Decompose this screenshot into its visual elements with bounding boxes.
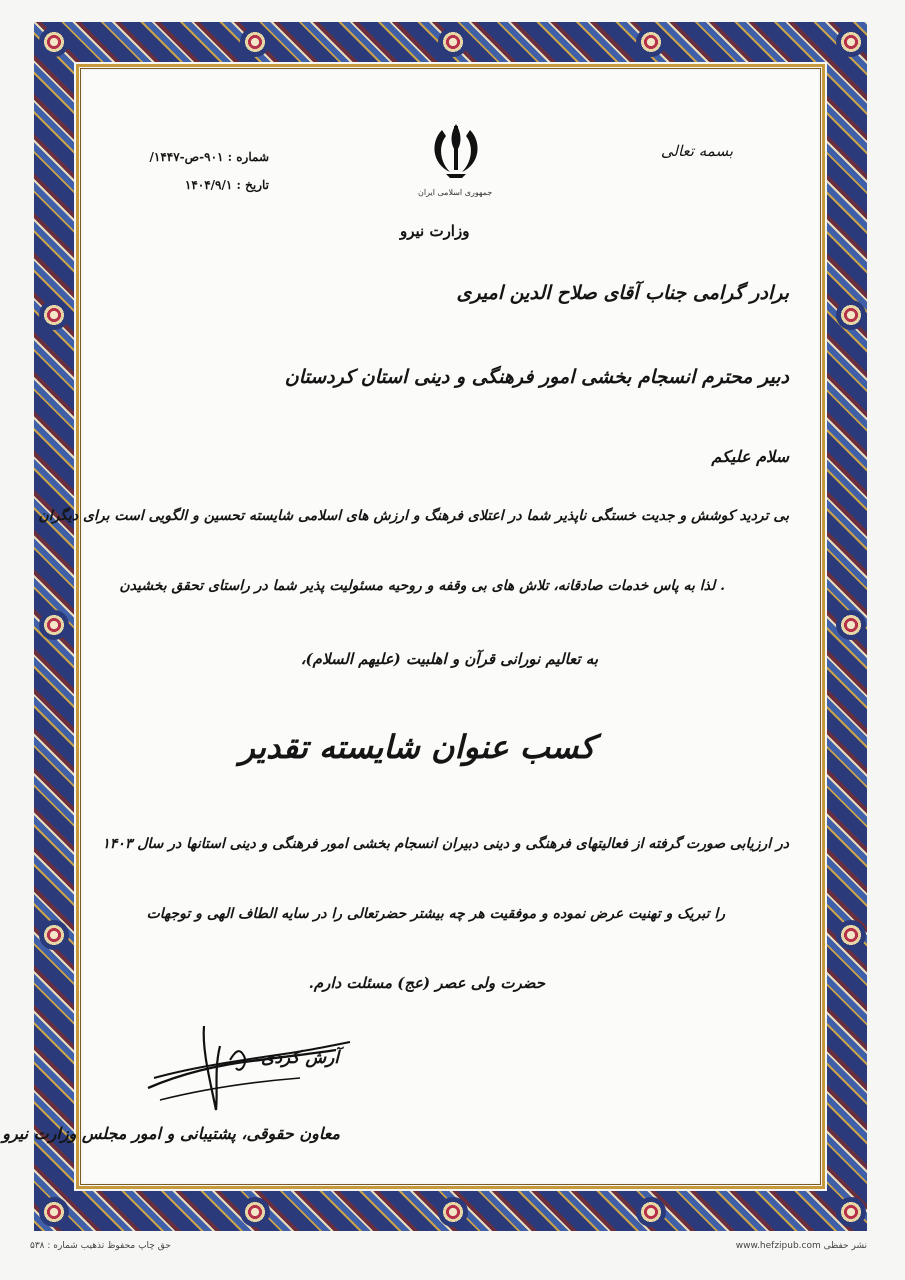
footer-copyright: حق چاپ محفوظ تذهیب شماره : ۵۳۸ xyxy=(30,1241,171,1251)
border-rosette xyxy=(836,27,866,57)
border-rosette xyxy=(39,920,69,950)
border-rosette xyxy=(438,1197,468,1227)
border-rosette xyxy=(240,27,270,57)
border-rosette xyxy=(836,610,866,640)
body-paragraph-5: را تبریک و تهنیت عرض نموده و موفقیت هر چه بیشتر حضرتعالی را در سایه الطاف الهی و توجهات xyxy=(146,906,725,922)
border-rosette xyxy=(39,1197,69,1227)
ministry-name: وزارت نیرو xyxy=(400,222,470,240)
border-rosette xyxy=(636,1197,666,1227)
border-rosette xyxy=(836,1197,866,1227)
body-paragraph-6: حضرت ولی عصر (عج) مسئلت دارم. xyxy=(308,974,545,992)
greeting: سلام علیکم xyxy=(711,447,789,466)
border-rosette xyxy=(836,300,866,330)
basmala: بسمه تعالی xyxy=(660,142,733,160)
body-paragraph-4: در ارزیابی صورت گرفته از فعالیتهای فرهنگی و دینی دبیران انسجام بخشی امور فرهنگی و دینی استانها در سال ۱۴۰۳ xyxy=(102,836,789,852)
body-paragraph-3: به تعالیم نورانی قرآن و اهلبیت (علیهم السلام)، xyxy=(300,650,598,668)
border-rosette xyxy=(39,27,69,57)
border-rosette xyxy=(836,920,866,950)
body-paragraph-2: . لذا به پاس خدمات صادقانه، تلاش های بی وقفه و روحیه مسئولیت پذیر شما در راستای تحقق بخشیدن xyxy=(119,578,725,594)
footer-publisher: www.hefzipub.com نشر حفظی xyxy=(735,1241,867,1251)
border-rosette xyxy=(39,610,69,640)
recipient-name: برادر گرامی جناب آقای صلاح الدین امیری xyxy=(456,282,789,304)
border-rosette xyxy=(438,27,468,57)
certificate-title: کسب عنوان شایسته تقدیر xyxy=(239,728,595,766)
body-paragraph-1: بی تردید کوشش و جدیت خستگی ناپذیر شما در اعتلای فرهنگ و ارزش های اسلامی شایسته تحسین و الگویی است برای دیگران xyxy=(38,508,789,524)
letter-number: شماره : ۹۰۱-ص-۱۴۴۷/ xyxy=(149,150,269,164)
letter-date: تاریخ : ۱۴۰۴/۹/۱ xyxy=(184,178,269,192)
signer-title: معاون حقوقی، پشتیبانی و امور مجلس وزارت نیرو xyxy=(2,1124,340,1143)
recipient-position: دبیر محترم انسجام بخشی امور فرهنگی و دینی استان کردستان xyxy=(284,366,789,388)
handwritten-signature xyxy=(140,1020,360,1120)
border-rosette xyxy=(39,300,69,330)
iran-emblem-icon xyxy=(420,120,492,182)
border-rosette xyxy=(240,1197,270,1227)
border-rosette xyxy=(636,27,666,57)
signer-name: آرش کردی xyxy=(261,1048,339,1068)
emblem-caption: جمهوری اسلامی ایران xyxy=(418,188,493,197)
